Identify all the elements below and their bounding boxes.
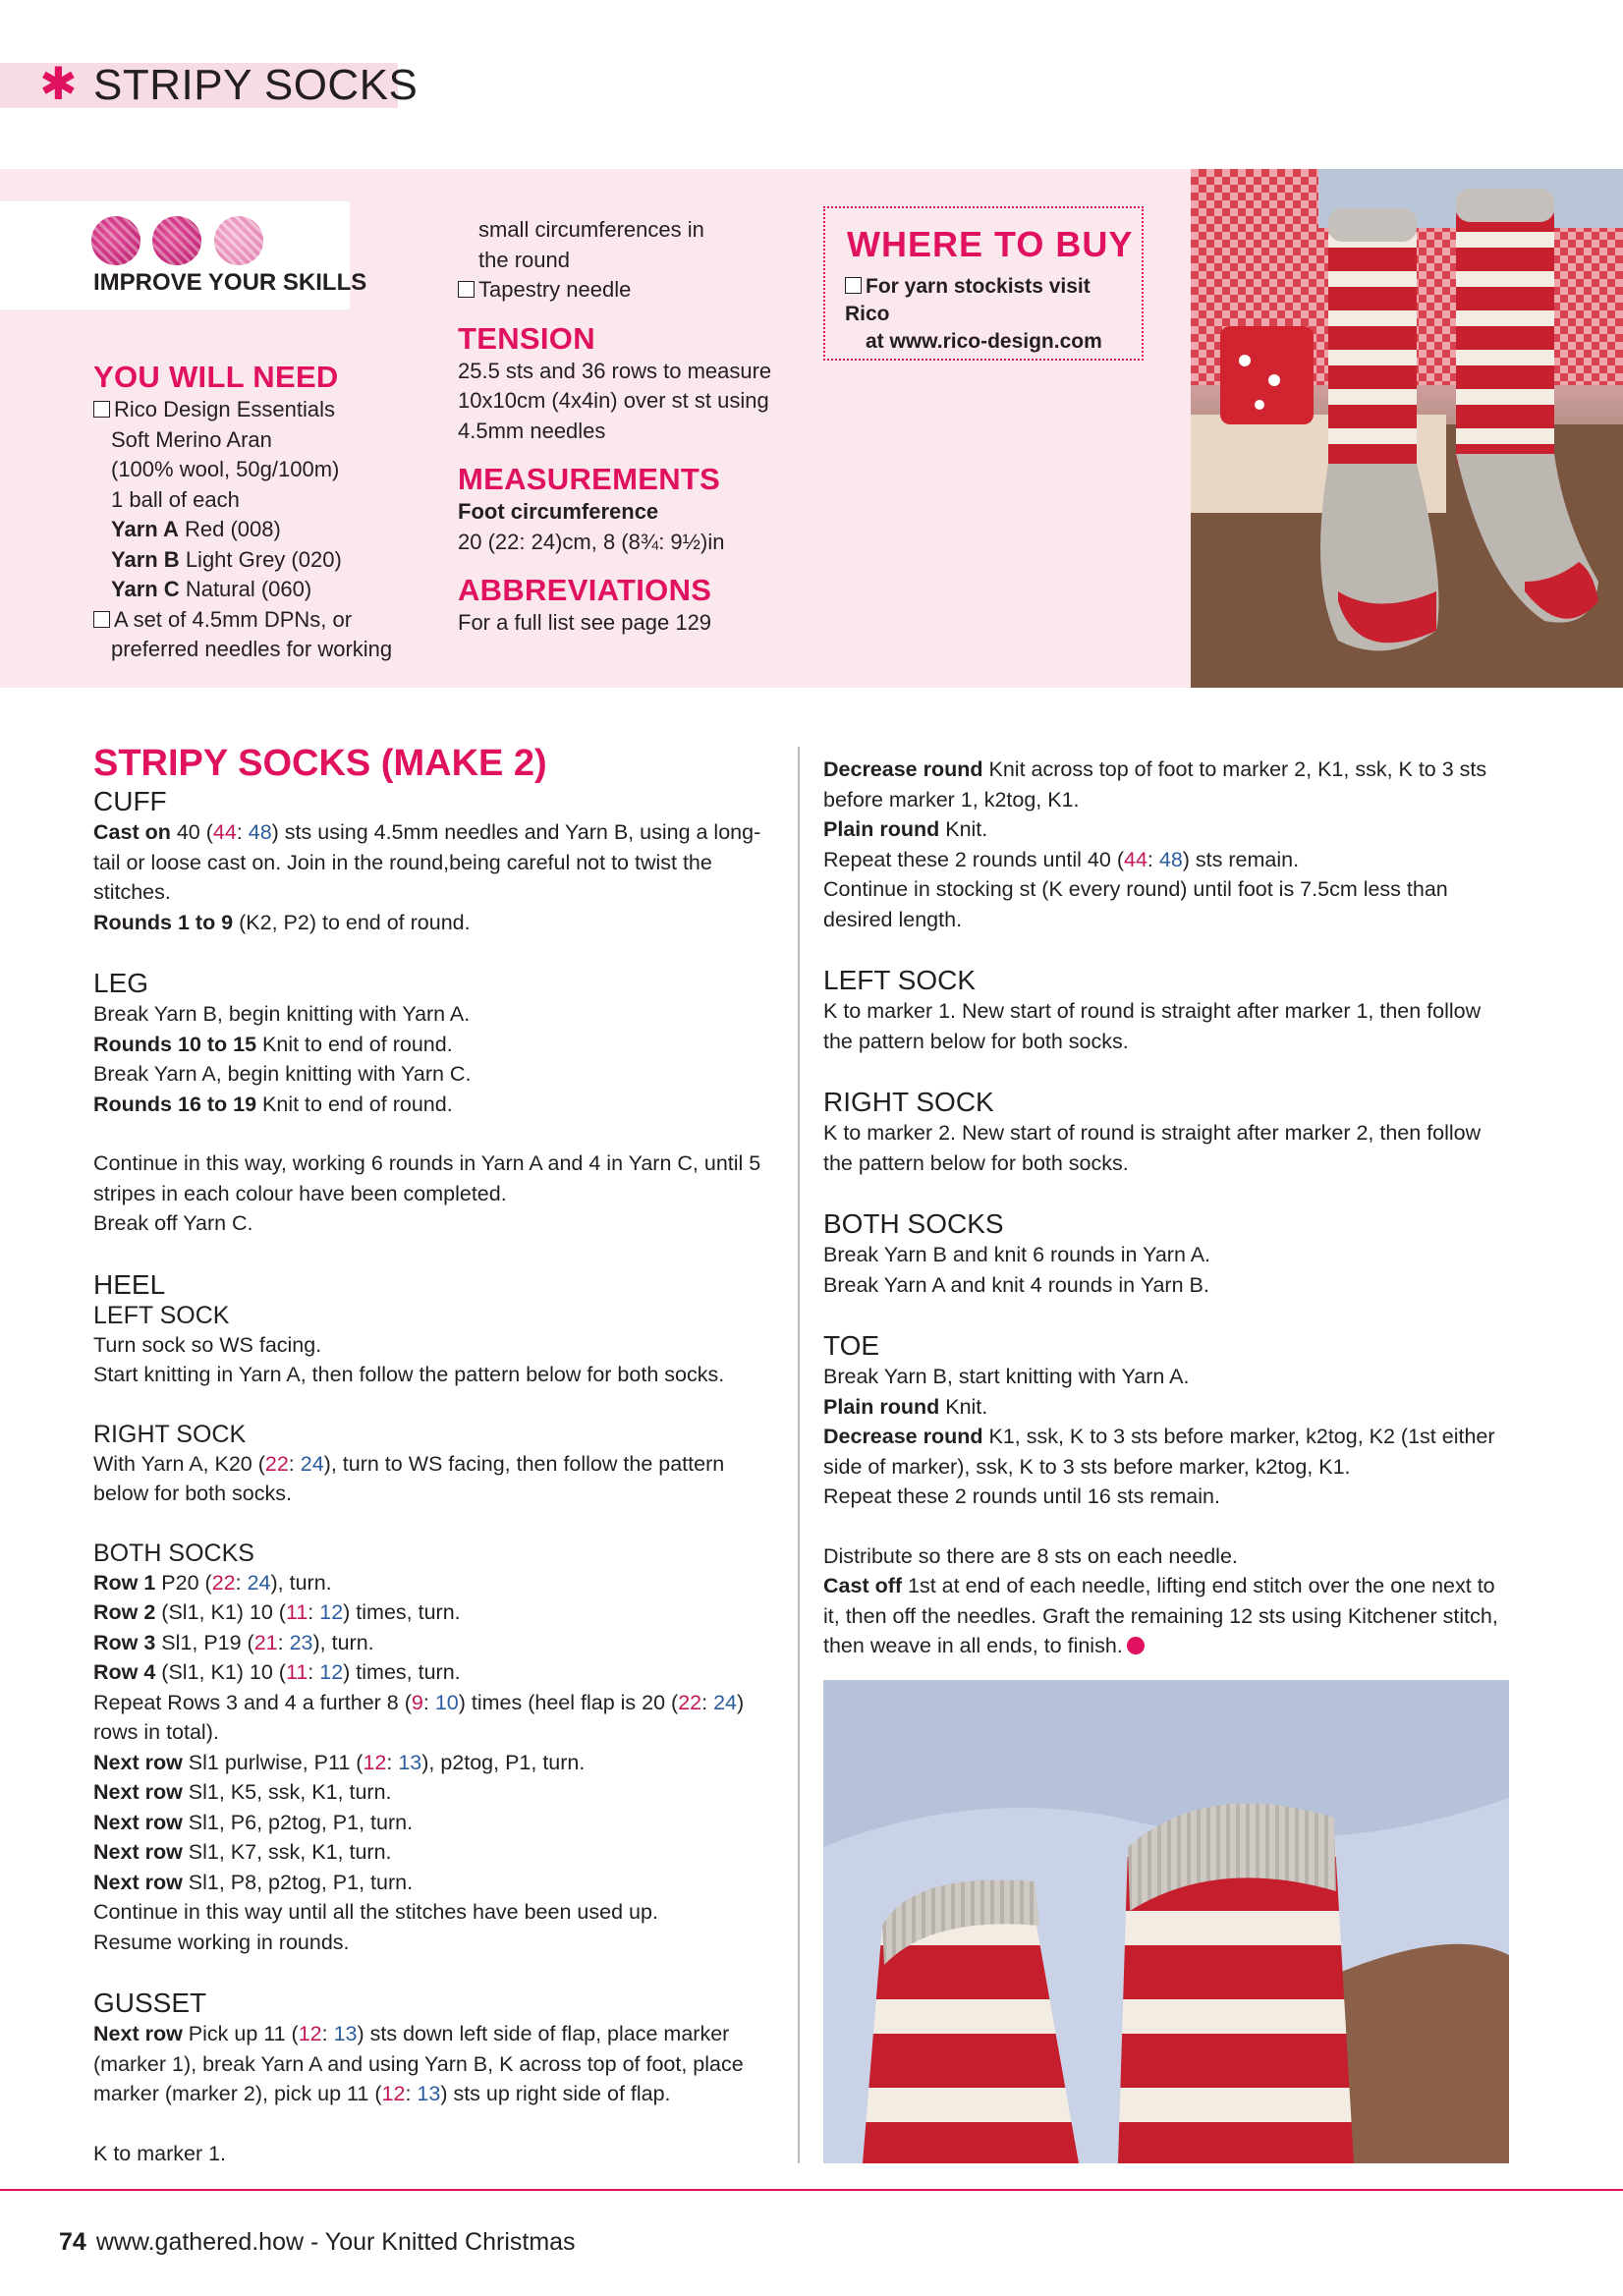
- step-text: ) times, turn.: [343, 1600, 461, 1624]
- step-text: Repeat these 2 rounds until 40 (: [823, 847, 1124, 871]
- step-text: Break Yarn B, begin knitting with Yarn A.: [93, 1002, 471, 1026]
- step-label: Cast off: [823, 1574, 903, 1597]
- step-text: Continue in stocking st (K every round) until foot is 7.5cm less than desired length.: [823, 877, 1448, 931]
- step-text: Continue in this way, working 6 rounds in Yarn A and 4 in Yarn C, until 5 stripes in each colour have been completed.: [93, 1151, 761, 1205]
- step-label: Rounds 16 to 19: [93, 1092, 257, 1116]
- cuff-text: Cast on 40 (44: 48) sts using 4.5mm needles and Yarn B, using a long-tail or loose cast on. Join in the round,being careful not to twist the stitches. Rounds 1 to 9 (K2, P2) to end of round.: [93, 820, 761, 934]
- info-middle-column: [458, 215, 792, 639]
- step-label: Plain round: [823, 1394, 940, 1419]
- material-line: Tapestry needle: [478, 277, 632, 302]
- page-number: 74: [59, 2228, 86, 2256]
- pattern-right-column: [823, 755, 1511, 1661]
- measurement-label: Foot circumference: [458, 499, 659, 524]
- leg-text: [93, 999, 781, 1239]
- step-text: (K2, P2) to end of round.: [233, 910, 471, 934]
- material-line: small circumferences in: [478, 217, 704, 242]
- material-line: A set of 4.5mm DPNs, or: [114, 606, 353, 632]
- material-line: 1 ball of each: [111, 486, 240, 512]
- socks-photo-bottom: [823, 1680, 1509, 2163]
- size-value: 48: [1158, 847, 1183, 871]
- step-text: Knit across top of foot to marker 2, K1, ssk, K to 3 sts before marker 1, k2tog, K1.: [823, 757, 1487, 812]
- heel-left-sock-heading: LEFT SOCK: [93, 1301, 230, 1329]
- toe-text: [823, 1362, 1511, 1661]
- left-sock-text: K to marker 1. New start of round is straight after marker 1, then follow the pattern below for both socks.: [823, 999, 1482, 1053]
- step-text: (Sl1, K1) 10 (: [155, 1600, 286, 1624]
- step-label: Rounds 1 to 9: [93, 910, 234, 934]
- right-sock-heading: RIGHT SOCK: [823, 1087, 994, 1117]
- material-line: Rico Design Essentials: [114, 397, 335, 421]
- materials-list: [93, 395, 427, 665]
- checkbox-icon: [845, 277, 862, 294]
- step-text: ) sts up right side of flap.: [440, 2082, 671, 2105]
- tension-line: 25.5 sts and 36 rows to measure: [458, 358, 772, 383]
- size-value: 21: [253, 1630, 278, 1654]
- material-line: the round: [478, 247, 570, 272]
- size-value: 22: [211, 1570, 236, 1595]
- heel-right-sock-heading: RIGHT SOCK: [93, 1420, 247, 1448]
- step-text: ), turn.: [270, 1570, 332, 1595]
- yarn-ball-icon: [214, 216, 263, 265]
- pattern-left-column: [93, 742, 781, 2168]
- size-value: 11: [285, 1660, 308, 1684]
- size-value: 11: [285, 1600, 308, 1624]
- step-text: P20 (: [155, 1570, 212, 1595]
- step-text: Repeat Rows 3 and 4 a further 8 (: [93, 1690, 412, 1714]
- yarn-value: Light Grey (020): [179, 546, 342, 572]
- step-text: Repeat these 2 rounds until 16 sts remain.: [823, 1484, 1220, 1508]
- left-sock-heading: LEFT SOCK: [823, 965, 977, 995]
- size-value: 10: [434, 1690, 459, 1714]
- yarn-label: Yarn C: [111, 577, 180, 601]
- yarn-ball-icon: [152, 216, 201, 265]
- step-text: Break Yarn A, begin knitting with Yarn C.: [93, 1062, 472, 1086]
- heel-both-text: Row 1 P20 (22: 24), turn. Row 2 (Sl1, K1) 10 (11: 12) times, turn. Row 3 Sl1, P19 (21: 23), turn. Row 4 (Sl1, K1) 10 (11: 12) times, turn. Repeat Rows 3 and 4 a further 8 (9: 10) times (heel flap is 20 (22: 24) rows in total). Next row Sl1 purlwise, P11 (12: 13), p2tog, P1, turn. Next row Sl1, K5, ssk, K1, turn. Next row Sl1, P6, p2tog, P1, turn. Next row Sl1, K7, ssk, K1, turn. Next row Sl1, P8, p2tog, P1, turn. Continue in this way until all the stitches have been used up. Resume working in rounds.: [93, 1568, 781, 1958]
- step-text: Sl1, P19 (: [155, 1630, 254, 1654]
- cuff-heading: CUFF: [93, 786, 167, 816]
- step-text: ), turn to WS facing, then follow the pattern below for both socks.: [93, 1451, 725, 1505]
- tension-heading: TENSION: [458, 320, 595, 356]
- step-text: Pick up 11 (: [182, 2022, 299, 2045]
- page-footer: [59, 2228, 576, 2257]
- step-text: Break off Yarn C.: [93, 1211, 253, 1235]
- gusset-text: Next row Pick up 11 (12: 13) sts down left side of flap, place marker (marker 1), break Yarn A and using Yarn B, K across top of foot, place marker (marker 2), pick up 11 (12: 13) sts up right side of flap. K to marker 1.: [93, 2019, 781, 2168]
- yarn-value: Red (008): [178, 517, 281, 541]
- end-mark-icon: [1127, 1637, 1145, 1654]
- where-to-buy-text: [845, 273, 1140, 356]
- checkbox-icon: [93, 611, 110, 628]
- where-to-buy-heading: WHERE TO BUY: [847, 224, 1134, 264]
- yarn-label: Yarn B: [111, 546, 180, 572]
- tension-line: 10x10cm (4x4in) over st st using: [458, 388, 769, 413]
- step-label: Next row: [93, 1750, 183, 1774]
- step-text: Sl1, P6, p2tog, P1, turn.: [182, 1810, 414, 1834]
- step-text: With Yarn A, K20 (: [93, 1451, 265, 1476]
- both-socks-text: [823, 1240, 1511, 1300]
- page-title: STRIPY SOCKS: [93, 61, 419, 109]
- tension-line: 4.5mm needles: [458, 418, 606, 443]
- size-value: 12: [363, 1750, 387, 1774]
- abbreviations-heading: ABBREVIATIONS: [458, 573, 712, 607]
- size-value: 13: [417, 2082, 441, 2105]
- size-value: 13: [398, 1750, 422, 1774]
- stockist-url: at www.rico-design.com: [866, 330, 1102, 353]
- step-text: Knit.: [939, 1394, 988, 1419]
- heel-heading: HEEL: [93, 1268, 166, 1300]
- step-text: ) sts down left side of flap, place marker (marker 1), break Yarn A and using Yarn B, K across top of foot, place marker (marker 2), pick up 11 (: [93, 2022, 744, 2105]
- step-text: 1st at end of each needle, lifting end stitch over the one next to it, then off the needles. Graft the remaining 12 sts using Kitchener stitch, then weave in all ends, to finish.: [823, 1574, 1498, 1657]
- size-value: 22: [264, 1451, 289, 1476]
- heel-left-text: [93, 1330, 781, 1390]
- size-value: 9: [411, 1690, 423, 1714]
- size-value: 12: [298, 2022, 322, 2045]
- step-text: Break Yarn B, start knitting with Yarn A.: [823, 1365, 1190, 1388]
- you-will-need-section: [93, 360, 427, 665]
- checkbox-icon: [458, 281, 475, 298]
- step-text: ) times (heel flap is 20 (: [458, 1690, 679, 1714]
- toe-heading: TOE: [823, 1330, 880, 1361]
- footer-text: www.gathered.how - Your Knitted Christmas: [95, 2228, 576, 2256]
- size-value: 23: [289, 1630, 313, 1654]
- step-label: Row 2: [93, 1600, 156, 1624]
- pattern-title: STRIPY SOCKS (MAKE 2): [93, 743, 547, 784]
- step-text: Turn sock so WS facing.: [93, 1332, 322, 1357]
- size-value: 44: [212, 820, 237, 844]
- step-text: K to marker 1.: [93, 2141, 227, 2165]
- size-value: 48: [248, 820, 272, 844]
- checkbox-icon: [93, 401, 110, 418]
- step-text: Sl1, P8, p2tog, P1, turn.: [182, 1870, 414, 1894]
- step-label: Next row: [93, 1780, 183, 1804]
- heel-both-socks-heading: BOTH SOCKS: [93, 1539, 254, 1567]
- you-will-need-heading: YOU WILL NEED: [93, 360, 339, 394]
- step-text: Distribute so there are 8 sts on each needle.: [823, 1543, 1238, 1568]
- skill-label: IMPROVE YOUR SKILLS: [93, 269, 367, 296]
- step-text: ) rows in total).: [93, 1690, 745, 1744]
- step-text: ), turn.: [312, 1630, 374, 1654]
- step-label: Cast on: [93, 820, 171, 844]
- size-value: 24: [247, 1570, 271, 1595]
- step-text: Sl1, K7, ssk, K1, turn.: [182, 1840, 392, 1864]
- socks-photo-top: [1191, 169, 1623, 688]
- step-label: Next row: [93, 1870, 183, 1894]
- both-socks-heading: BOTH SOCKS: [823, 1208, 1004, 1239]
- footer-rule: [0, 2189, 1623, 2191]
- step-text: ) sts remain.: [1182, 847, 1300, 871]
- size-value: 12: [319, 1660, 344, 1684]
- step-text: (Sl1, K1) 10 (: [155, 1660, 286, 1684]
- step-text: Continue in this way until all the stitches have been used up.: [93, 1900, 658, 1924]
- column-divider: [798, 747, 800, 2163]
- size-value: 24: [300, 1451, 324, 1476]
- step-label: Next row: [93, 1840, 183, 1864]
- leg-heading: LEG: [93, 968, 149, 998]
- step-text: ) sts using 4.5mm needles and Yarn B, using a long-tail or loose cast on. Join in the round,being careful not to twist the stitches.: [93, 820, 761, 904]
- right-sock-text: K to marker 2. New start of round is straight after marker 2, then follow the pattern below for both socks.: [823, 1121, 1482, 1175]
- size-value: 13: [333, 2022, 358, 2045]
- step-text: Knit to end of round.: [256, 1032, 453, 1056]
- step-label: Row 3: [93, 1630, 156, 1654]
- size-value: 12: [381, 2082, 406, 2105]
- heel-right-text: With Yarn A, K20 (22: 24), turn to WS facing, then follow the pattern below for both socks.: [93, 1451, 725, 1505]
- step-label: Decrease round: [823, 757, 983, 781]
- stockist-line: For yarn stockists visit Rico: [845, 275, 1091, 325]
- measurement-value: 20 (22: 24)cm, 8 (8¾: 9½)in: [458, 529, 725, 554]
- decrease-text: Decrease round Knit across top of foot to marker 2, K1, ssk, K to 3 sts before marker 1, k2tog, K1. Plain round Knit. Repeat these 2 rounds until 40 (44: 48) sts remain. Continue in stocking st (K every round) until foot is 7.5cm less than desired length.: [823, 755, 1511, 934]
- step-text: Sl1, K5, ssk, K1, turn.: [182, 1780, 392, 1804]
- socks-closeup-illustration: [823, 1680, 1509, 2163]
- yarn-ball-icon: [91, 216, 140, 265]
- size-value: 22: [678, 1690, 702, 1714]
- step-label: Row 1: [93, 1570, 156, 1595]
- step-text: Sl1 purlwise, P11 (: [182, 1750, 364, 1774]
- step-label: Next row: [93, 2022, 183, 2045]
- step-text: Break Yarn B and knit 6 rounds in Yarn A.: [823, 1243, 1211, 1266]
- material-line: Soft Merino Aran: [111, 426, 272, 452]
- size-value: 24: [713, 1690, 737, 1714]
- abbreviations-text: For a full list see page 129: [458, 610, 712, 635]
- step-text: Knit to end of round.: [256, 1092, 453, 1116]
- step-text: Resume working in rounds.: [93, 1930, 350, 1954]
- step-text: 40 (: [170, 820, 213, 844]
- step-label: Plain round: [823, 817, 940, 841]
- step-text: K1, ssk, K to 3 sts before marker, k2tog, K2 (1st either side of marker), ssk, K to 3 sts before marker, k2tog, K1.: [823, 1425, 1495, 1479]
- step-label: Rounds 10 to 15: [93, 1032, 257, 1056]
- step-text: Break Yarn A and knit 4 rounds in Yarn B.: [823, 1272, 1209, 1297]
- yarn-label: Yarn A: [111, 517, 179, 541]
- step-label: Next row: [93, 1810, 183, 1834]
- measurements-heading: MEASUREMENTS: [458, 462, 721, 496]
- step-text: ), p2tog, P1, turn.: [421, 1750, 586, 1774]
- step-text: Knit.: [939, 817, 988, 841]
- gusset-heading: GUSSET: [93, 1988, 207, 2018]
- material-line: preferred needles for working: [111, 637, 393, 661]
- yarn-value: Natural (060): [179, 577, 312, 601]
- material-line: (100% wool, 50g/100m): [111, 457, 340, 481]
- step-text: Start knitting in Yarn A, then follow the pattern below for both socks.: [93, 1363, 725, 1386]
- socks-illustration: [1191, 169, 1623, 688]
- step-label: Decrease round: [823, 1425, 983, 1448]
- asterisk-flower-icon: ✱: [39, 57, 78, 110]
- step-text: ) times, turn.: [343, 1660, 461, 1684]
- step-label: Row 4: [93, 1660, 156, 1684]
- size-value: 44: [1123, 847, 1147, 871]
- size-value: 12: [319, 1600, 344, 1624]
